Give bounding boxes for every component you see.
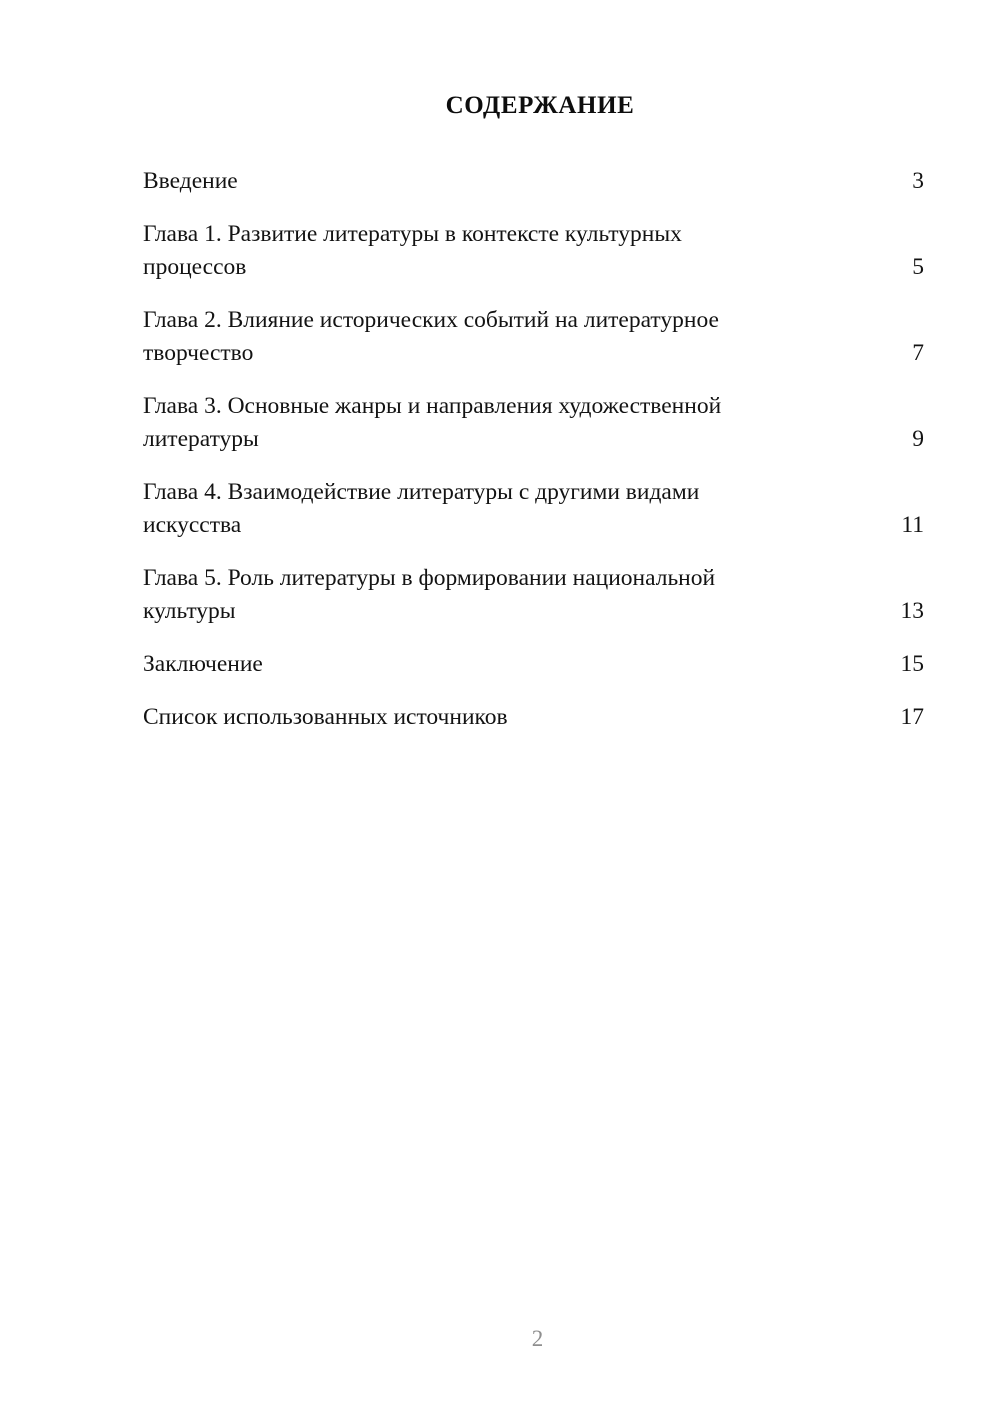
toc-entry-page-number: 9 bbox=[912, 426, 924, 452]
toc-entry-page-number: 15 bbox=[900, 651, 924, 677]
toc-entry[interactable] bbox=[143, 165, 924, 198]
toc-entry-page-number: 3 bbox=[912, 168, 924, 194]
toc-entry-title: Список использованных источников bbox=[143, 704, 508, 730]
toc-entry[interactable] bbox=[143, 562, 924, 628]
toc-entry-title: Введение bbox=[143, 168, 238, 194]
table-of-contents bbox=[143, 165, 924, 734]
toc-entry-title: Глава 1. Развитие литературы в контексте культурных процессов bbox=[143, 221, 682, 280]
toc-entry-title: Заключение bbox=[143, 651, 263, 677]
toc-entry[interactable] bbox=[143, 701, 924, 734]
toc-entry-title: Глава 3. Основные жанры и направления художественной литературы bbox=[143, 393, 722, 452]
toc-entry-page-number: 5 bbox=[912, 254, 924, 280]
toc-entry-page-number: 11 bbox=[901, 512, 924, 538]
toc-entry-page-number: 13 bbox=[900, 598, 924, 624]
toc-entry[interactable] bbox=[143, 218, 924, 284]
page-folio-number: 2 bbox=[531, 1326, 544, 1351]
toc-entry[interactable] bbox=[143, 390, 924, 456]
toc-entry-page-number: 7 bbox=[912, 340, 924, 366]
toc-entry-title: Глава 4. Взаимодействие литературы с другими видами искусства bbox=[143, 479, 700, 538]
toc-entry[interactable] bbox=[143, 304, 924, 370]
toc-entry[interactable] bbox=[143, 648, 924, 681]
toc-entry[interactable] bbox=[143, 476, 924, 542]
toc-entry-title: Глава 2. Влияние исторических событий на литературное творчество bbox=[143, 307, 719, 366]
toc-entry-title: Глава 5. Роль литературы в формировании национальной культуры bbox=[143, 565, 716, 624]
toc-entry-page-number: 17 bbox=[900, 704, 924, 730]
page-title: СОДЕРЖАНИЕ bbox=[445, 92, 635, 119]
